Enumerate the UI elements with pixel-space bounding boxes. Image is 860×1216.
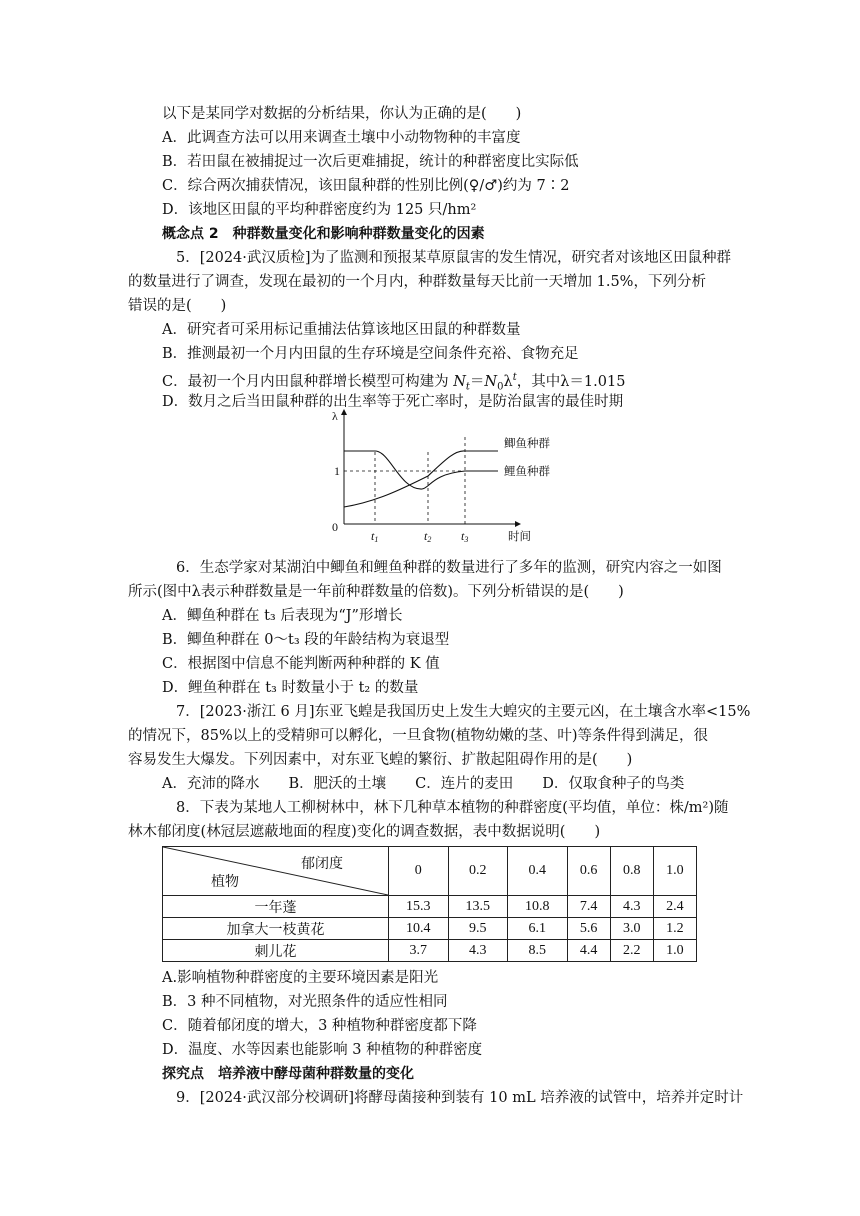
corner-top-label: 郁闭度 [301, 857, 343, 872]
series-label-carp: 鲤鱼种群 [504, 464, 550, 478]
formula-sub-t: t [465, 381, 470, 393]
q5-line-3: 错误的是( ) [128, 298, 227, 314]
table-cell: 1.2 [653, 918, 696, 940]
corner-bottom-label: 植物 [211, 875, 239, 890]
table-cell: 9.5 [448, 918, 508, 940]
table-cell: 3.7 [389, 940, 449, 962]
row-label: 一年蓬 [163, 896, 389, 918]
table-row [163, 918, 697, 940]
x-tick-t1: t1 [371, 529, 379, 544]
q8-option-d: D．温度、水等因素也能影响 3 种植物的种群密度 [162, 1042, 483, 1058]
q5-line-2: 的数量进行了调查，发现在最初的一个月内，种群数量每天比前一天增加 1.5%，下列分析 [128, 274, 706, 290]
table-cell: 15.3 [389, 896, 449, 918]
q5-option-c-tail: ，其中λ＝1.015 [516, 373, 626, 390]
series-label-crucian: 鲫鱼种群 [504, 436, 550, 450]
q4-option-a: A．此调查方法可以用来调查土壤中小动物物种的丰富度 [162, 130, 521, 146]
table-cell: 10.4 [389, 918, 449, 940]
diagonal-line [163, 847, 388, 895]
q6-option-d: D．鲤鱼种群在 t₃ 时数量小于 t₂ 的数量 [162, 680, 419, 696]
q8-line-2: 林木郁闭度(林冠层遮蔽地面的程度)变化的调查数据，表中数据说明( ) [128, 824, 601, 840]
table-row [163, 896, 697, 918]
table-cell: 2.4 [653, 896, 696, 918]
column-header: 0.2 [448, 847, 508, 896]
q8-line-1: 8．下表为某地人工柳树林中，林下几种草本植物的种群密度(平均值，单位：株/m²)随 [176, 800, 729, 816]
q4-stem: 以下是某同学对数据的分析结果，你认为正确的是( ) [162, 106, 522, 122]
table-cell: 4.3 [448, 940, 508, 962]
row-label: 加拿大一枝黄花 [163, 918, 389, 940]
q4-option-c: C．综合两次捕获情况，该田鼠种群的性别比例(♀/♂)约为 7∶2 [162, 178, 570, 194]
column-header: 0 [389, 847, 449, 896]
table-corner-cell [163, 847, 389, 896]
table-cell: 4.4 [567, 940, 610, 962]
density-table [162, 846, 697, 962]
q6-option-b: B．鲫鱼种群在 0～t₃ 段的年龄结构为衰退型 [162, 632, 450, 648]
q5-option-d: D．数月之后当田鼠种群的出生率等于死亡率时，是防治鼠害的最佳时期 [162, 394, 624, 410]
formula-eq: ＝ [469, 373, 485, 390]
q5-option-c-text: C．最初一个月内田鼠种群增长模型可构建为 [162, 373, 454, 390]
x-axis-label: 时间 [508, 529, 531, 543]
q7-options: A．充沛的降水 B．肥沃的土壤 C．连片的麦田 D．仅取食种子的鸟类 [162, 776, 685, 792]
section-heading-3: 探究点 培养液中酵母菌种群数量的变化 [162, 1066, 414, 1082]
q7-line-3: 容易发生大爆发。下列因素中，对东亚飞蝗的繁衍、扩散起阻碍作用的是( ) [128, 752, 633, 768]
formula-sup-t: t [512, 372, 517, 383]
section-heading-2: 概念点 2 种群数量变化和影响种群数量变化的因素 [162, 226, 485, 242]
column-header: 0.4 [508, 847, 568, 896]
y-tick-1: 1 [334, 464, 340, 478]
q7-line-1: 7．[2023·浙江 6 月]东亚飞蝗是我国历史上发生大蝗灾的主要元凶，在土壤含水率<15% [176, 704, 751, 720]
table-cell: 3.0 [610, 918, 653, 940]
q5-option-b: B．推测最初一个月内田鼠的生存环境是空间条件充裕、食物充足 [162, 346, 579, 362]
table-cell: 2.2 [610, 940, 653, 962]
q6-line-2: 所示(图中λ表示种群数量是一年前种群数量的倍数)。下列分析错误的是( ) [128, 584, 624, 600]
q8-option-b: B．3 种不同植物，对光照条件的适应性相同 [162, 994, 448, 1010]
q8-option-a: A.影响植物种群密度的主要环境因素是阳光 [162, 970, 439, 986]
table-header-row [163, 847, 697, 896]
formula-lambda: λ [503, 373, 513, 390]
q4-option-d: D．该地区田鼠的平均种群密度约为 125 只/hm² [162, 202, 477, 218]
table-cell: 8.5 [508, 940, 568, 962]
formula-sub-0: 0 [497, 381, 504, 393]
q7-line-2: 的情况下，85%以上的受精卵可以孵化，一旦食物(植物幼嫩的茎、叶)等条件得到满足，很 [128, 728, 709, 744]
formula-n: N [453, 373, 466, 390]
q6-line-1: 6．生态学家对某湖泊中鲫鱼和鲤鱼种群的数量进行了多年的监测，研究内容之一如图 [176, 560, 722, 576]
series-carp-line [344, 451, 498, 489]
table-row [163, 940, 697, 962]
column-header: 0.8 [610, 847, 653, 896]
q4-option-b: B．若田鼠在被捕捉过一次后更难捕捉，统计的种群密度比实际低 [162, 154, 579, 170]
formula-n0: N [484, 373, 498, 390]
column-header: 0.6 [567, 847, 610, 896]
lambda-chart [320, 400, 580, 550]
table-cell: 4.3 [610, 896, 653, 918]
table-cell: 7.4 [567, 896, 610, 918]
y-tick-0: 0 [332, 520, 338, 534]
q6-option-c: C．根据图中信息不能判断两种种群的 K 值 [162, 656, 440, 672]
table-cell: 5.6 [567, 918, 610, 940]
y-axis-label: λ [332, 409, 338, 423]
q9-line-1: 9．[2024·武汉部分校调研]将酵母菌接种到装有 10 mL 培养液的试管中，培养并定时计 [176, 1090, 744, 1106]
table-cell: 13.5 [448, 896, 508, 918]
series-crucian-line [344, 451, 498, 507]
q6-option-a: A．鲫鱼种群在 t₃ 后表现为“J”形增长 [162, 608, 403, 624]
q5-option-a: A．研究者可采用标记重捕法估算该地区田鼠的种群数量 [162, 322, 521, 338]
x-tick-t3: t3 [461, 529, 469, 544]
table-cell: 10.8 [508, 896, 568, 918]
table-cell: 1.0 [653, 940, 696, 962]
q5-line-1: 5．[2024·武汉质检]为了监测和预报某草原鼠害的发生情况，研究者对该地区田鼠种群 [176, 250, 732, 266]
table-cell: 6.1 [508, 918, 568, 940]
row-label: 刺儿花 [163, 940, 389, 962]
x-tick-t2: t2 [424, 529, 432, 544]
column-header: 1.0 [653, 847, 696, 896]
q8-option-c: C．随着郁闭度的增大，3 种植物种群密度都下降 [162, 1018, 477, 1034]
